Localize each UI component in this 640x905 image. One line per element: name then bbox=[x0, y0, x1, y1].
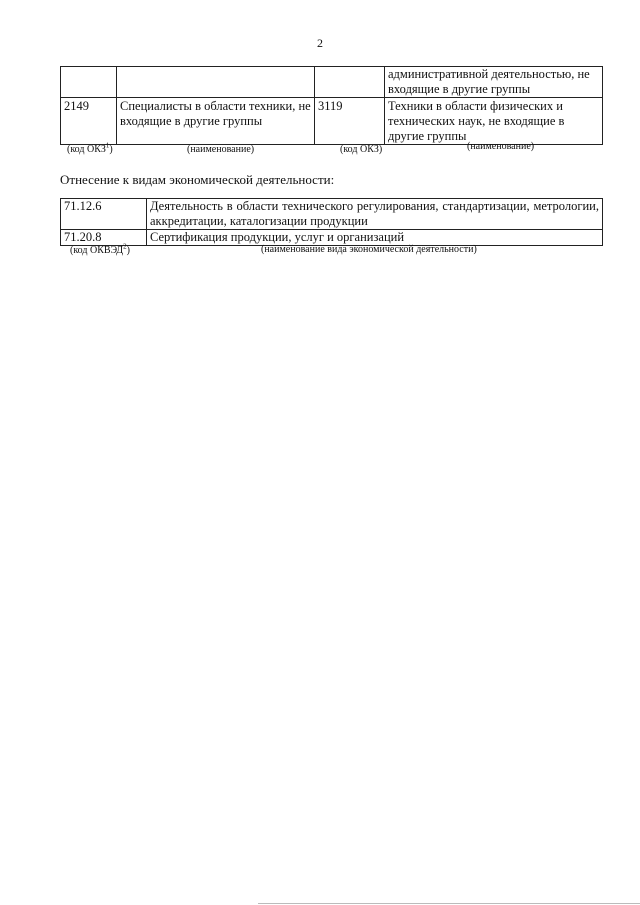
scan-edge-line bbox=[258, 903, 640, 904]
footnote-marker: 2 bbox=[123, 242, 127, 251]
okz-name-cell bbox=[117, 67, 315, 98]
caption-text: (код ОКВЭД bbox=[70, 245, 124, 256]
okz-name-caption: (наименование) bbox=[467, 141, 535, 152]
okz-code-caption: (код ОКЗ) bbox=[340, 144, 383, 155]
okved-name-caption: (наименование вида экономической деятельности) bbox=[261, 244, 477, 255]
caption-text: ) bbox=[126, 245, 130, 256]
okved-name-cell: Деятельность в области технического регулирования, стандартизации, метрологии, аккредитации, каталогизации продукции bbox=[147, 199, 603, 230]
okz-name-cell: Специалисты в области техники, не входящие в другие группы bbox=[117, 98, 315, 145]
caption-text: ) bbox=[109, 144, 113, 155]
okz-name-cell: административной деятельностью, не входящие в другие группы bbox=[385, 67, 603, 98]
okz-code-cell bbox=[315, 67, 385, 98]
okz-code-caption bbox=[67, 141, 113, 155]
okz-code-cell: 2149 bbox=[61, 98, 117, 145]
table-row bbox=[61, 67, 603, 98]
okved-name-cell: Сертификация продукции, услуг и организаций bbox=[147, 230, 603, 246]
okz-name-cell: Техники в области физических и технических наук, не входящие в другие группы bbox=[385, 98, 603, 145]
okved-code-cell: 71.20.8 bbox=[61, 230, 147, 246]
okved-code-caption bbox=[70, 242, 130, 256]
okz-name-caption: (наименование) bbox=[187, 144, 255, 155]
okved-activity-table bbox=[60, 198, 603, 246]
okz-code-cell bbox=[61, 67, 117, 98]
table-row bbox=[61, 199, 603, 230]
okved-code-cell: 71.12.6 bbox=[61, 199, 147, 230]
footnote-marker: 1 bbox=[105, 141, 110, 150]
table-row bbox=[61, 98, 603, 145]
okz-code-cell: 3119 bbox=[315, 98, 385, 145]
page-number: 2 bbox=[317, 36, 323, 50]
caption-text: (код ОКЗ bbox=[67, 144, 106, 155]
section-title: Отнесение к видам экономической деятельности: bbox=[60, 172, 335, 187]
okz-occupation-table bbox=[60, 66, 603, 145]
